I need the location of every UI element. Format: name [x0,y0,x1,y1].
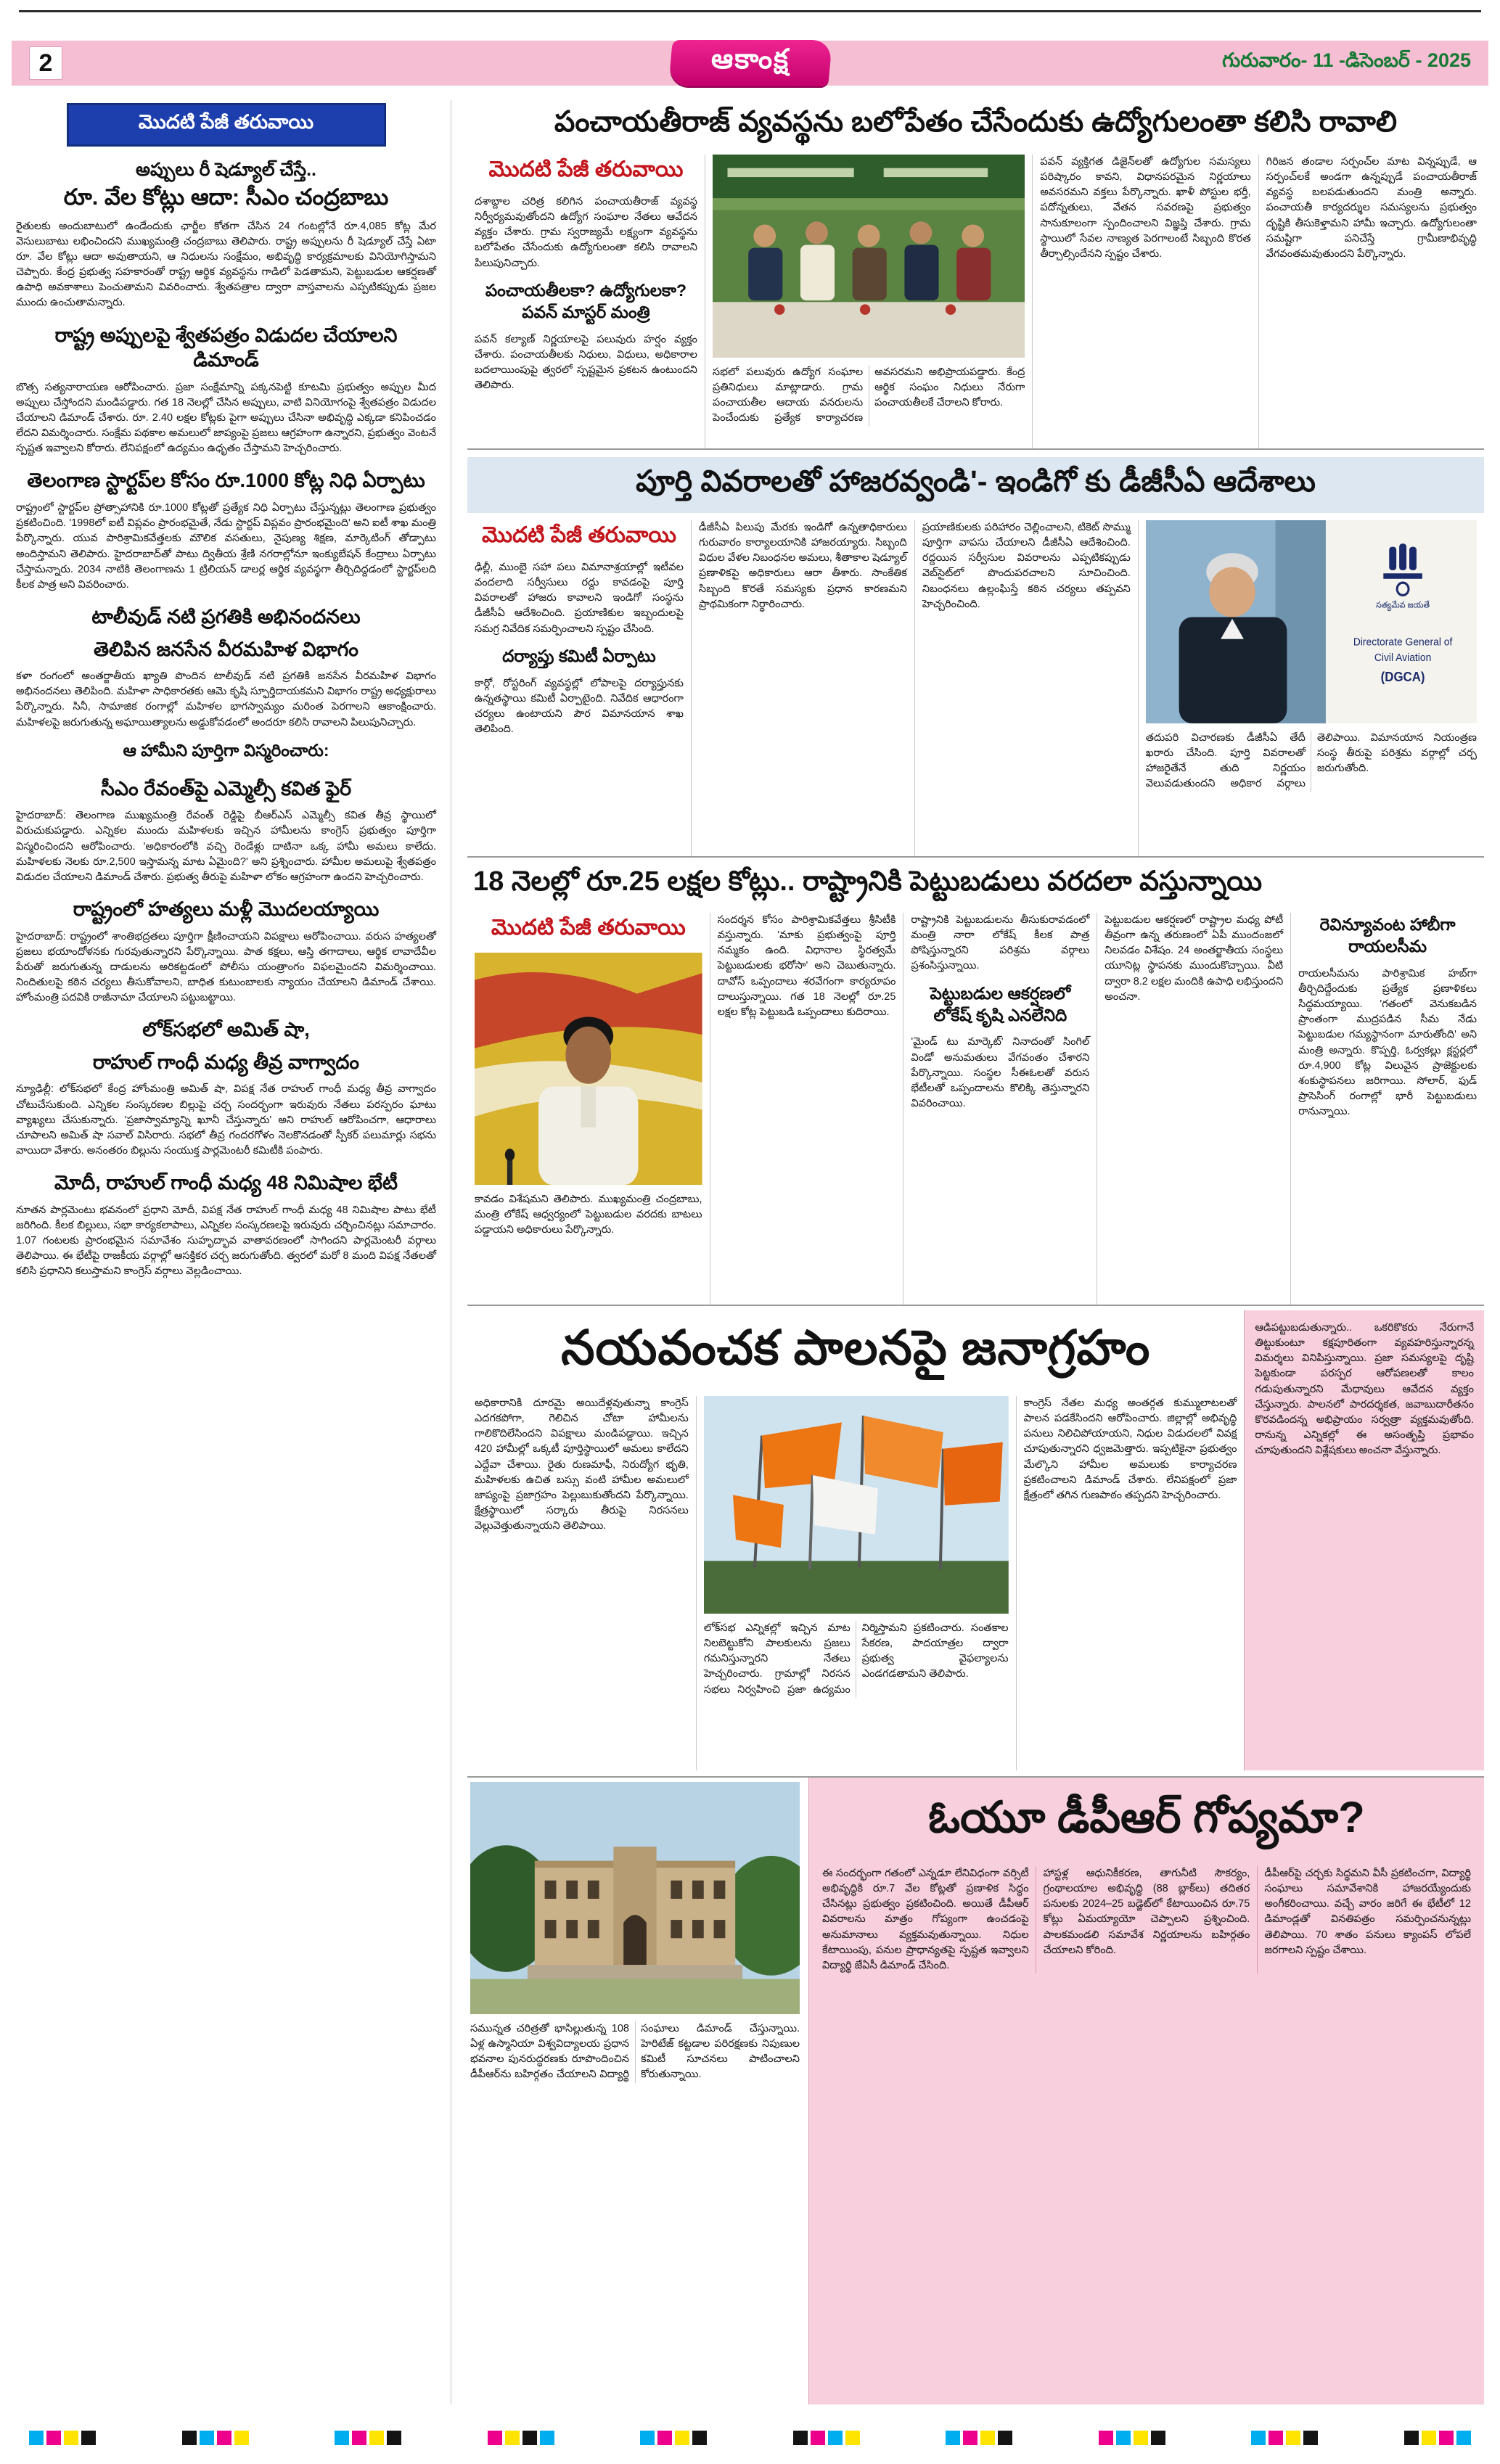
article-body: కళా రంగంలో అంతర్జాతీయ ఖ్యాతి పొందిన టాలీవుడ్ నటి ప్రగతికి జనసేన వీరమహిళ విభాగం అభినందనలు తెలిపింది. మహిళా సాధికారతకు ఆమె కృషి స్ఫూర్తిదాయకమని విభాగం రాష్ట్ర అధ్యక్షురాలు పేర్కొన్నారు. సినీ, సామాజిక రంగాల్లో మహిళల భాగస్వామ్యం మరింత పెరగాలని ఆకాంక్షించారు. మహిళలపై జరుగుతున్న అఘాయిత్యాలను అడ్డుకోవడంలో అందరూ కలిసి రావాలని పిలుపునిచ్చారు. [16,670,436,728]
headline: పూర్తి వివరాలతో హాజరవ్వండి'- ఇండిగో కు డీజీసీఏ ఆదేశాలు [467,457,1484,513]
article-body: కార్గో, రోస్టరింగ్ వ్యవస్థల్లో లోపాలపై దర్యాప్తునకు ఉన్నతస్థాయి కమిటీ ఏర్పాటైంది. నివేదిక ఆధారంగా చర్యలు ఉంటాయని పౌర విమానయాన శాఖ తెలిపింది. [475,677,684,736]
article-body: బొత్స సత్యనారాయణ ఆరోపించారు. ప్రజా సంక్షేమాన్ని పక్కనపెట్టి కూటమి ప్రభుత్వం అప్పుల మీద అప్పులు చేస్తోందని మండిపడ్డారు. గత 18 నెలల్లో చేసిన అప్పులు, వాటి వినియోగంపై శ్వేతపత్రం విడుదల చేయాలని డిమాండ్ చేశారు. రూ. 2.40 లక్షల కోట్లకు పైగా అప్పులు చేసినా అభివృద్ధి ఎక్కడా కనిపించడం లేదని విమర్శించారు. సంక్షేమ పథకాల అమలులో జాప్యంపై ప్రజలు ఆగ్రహంగా ఉన్నారని, ప్రభుత్వం వెంటనే స్పష్టత ఇవ్వాలని కోరారు. లేనిపక్షంలో ఉద్యమం ఉధృతం చేస్తామని హెచ్చరించారు. [16,381,436,455]
page-number: 2 [29,46,62,80]
article-body: డీపీఆర్‌పై చర్చకు సిద్ధమని వీసీ ప్రకటించగా, విద్యార్థి సంఘాలు సమావేశానికి హాజరయ్యేందుకు అంగీకరించాయి. వచ్చే వారం జరిగే ఈ భేటీలో 12 డిమాండ్లతో వినతిపత్రం సమర్పించనున్నట్లు తెలిపాయి. 70 శాతం పనులు క్యాంపస్ లోపలే జరగాలని స్పష్టం చేశాయి. [1264,1868,1471,1956]
continuation-kicker: మొదటి పేజీ తరువాయి [488,157,684,181]
article-heading: తెలిపిన జనసేన వీరమహిళ విభాగం [94,638,358,660]
article-heading: మోదీ, రాహుల్ గాంధీ మధ్య 48 నిమిషాల భేటీ [54,1172,398,1194]
cmyk-mark-group [29,2431,96,2445]
subheading: దర్యాప్తు కమిటీ ఏర్పాటు [502,646,656,665]
column [914,520,1138,856]
article-body: ఈ సందర్భంగా గతంలో ఎన్నడూ లేనివిధంగా వర్సిటీ అభివృద్ధికి రూ.7 వేల కోట్లతో ప్రణాళిక సిద్ధం చేసినట్లు ప్రభుత్వం ప్రకటించింది. అయితే డీపీఆర్ వివరాలను మాత్రం గోప్యంగా ఉంచడంపై అనుమానాలు వ్యక్తమవుతున్నాయి. నిధుల కేటాయింపు, పనుల ప్రాధాన్యతపై స్పష్టత ఇవ్వాలని విద్యార్థి జేఏసీ డిమాండ్ చేసింది. [822,1868,1029,1971]
article-body: డీజీసీఏ పిలుపు మేరకు ఇండిగో ఉన్నతాధికారులు గురువారం కార్యాలయానికి హాజరయ్యారు. సిబ్బంది విధుల వేళల నిబంధనల అమలు, శీతాకాల షెడ్యూల్ ప్రణాళికపై అధికారులు ఆరా తీశారు. సాంకేతిక సిబ్బంది కొరతే సమస్యకు ప్రధాన కారణమని ప్రాథమికంగా నిర్ధారించారు. [698,522,907,610]
article-heading: అప్పులు రీ షెడ్యూల్ చేస్తే.. [136,160,316,180]
cmyk-mark-group [946,2431,1012,2445]
headline: పంచాయతీరాజ్ వ్యవస్థను బలోపేతం చేసేందుకు ఉద్యోగులంతా కలిసి రావాలి [554,106,1398,138]
column [691,520,914,856]
article-heading: తెలంగాణ స్టార్టప్‌ల కోసం రూ.1000 కోట్ల నిధి ఏర్పాటు [27,469,425,492]
subheading: పెట్టుబడుల ఆకర్షణలో లోకేష్ కృషి ఎనలేనిది [930,983,1071,1024]
article-body: దశాబ్దాల చరిత్ర కలిగిన పంచాయతీరాజ్ వ్యవస్థ నిర్వీర్యమవుతోందని ఉద్యోగ సంఘాల నేతలు ఆవేదన వ్యక్తం చేశారు. గ్రామ స్వరాజ్యమే లక్ష్యంగా వ్యవస్థను బలోపేతం చేసేందుకు ఉద్యోగులంతా కలిసి రావాలని పిలుపునిచ్చారు. [475,196,697,269]
article-body: రాష్ట్రంలో స్టార్టప్‌ల ప్రోత్సాహానికి రూ.1000 కోట్లతో ప్రత్యేక నిధి ఏర్పాటు చేస్తున్నట్లు తెలంగాణ ప్రభుత్వం ప్రకటించింది. '1998లో ఐటీ విప్లవం ప్రారంభమైతే, నేడు స్టార్టప్ విప్లవం ప్రారంభమైంది' అని ఐటీ శాఖ మంత్రి పేర్కొన్నారు. యువ పారిశ్రామికవేత్తలకు మౌలిక వసతులు, నైపుణ్య శిక్షణ, మార్కెటింగ్ తోడ్పాటు అందిస్తామని తెలిపారు. హైదరాబాద్‌తో పాటు ద్వితీయ శ్రేణి నగరాల్లోనూ ఇంక్యుబేషన్ కేంద్రాలు ఏర్పాటు చేస్తామన్నారు. 2034 నాటికి తెలంగాణను 1 ట్రిలియన్ డాలర్ల ఆర్థిక వ్యవస్థగా తీర్చిదిద్దడంలో స్టార్టప్‌లది కీలక పాత్ర అని వివరించారు. [16,502,436,591]
print-registration-marks [29,2431,1471,2445]
article-heading: రాహుల్ గాంధీ మధ్య తీవ్ర వాగ్వాదం [92,1051,360,1073]
article-body: గిరిజన తండాల సర్పంచ్‌ల మాట విన్నప్పుడే, ఆ సర్పంచ్‌లకే అండగా ఉన్నప్పుడే పంచాయతీరాజ్ వ్యవస్థ బలపడుతుందని మంత్రి అన్నారు. పంచాయతీ కార్యదర్శుల సమస్యలను ప్రభుత్వం దృష్టికి తీసుకెళ్తామని హామీ ఇచ్చారు. ఉద్యోగులంతా సమష్టిగా పనిచేస్తే గ్రామీణాభివృద్ధి వేగవంతమవుతుందని పేర్కొన్నారు. [1266,156,1477,260]
article-body: పవన్ వ్యక్తిగత డిజైన్‌లతో ఉద్యోగుల సమస్యలు పరిష్కారం కావని, విధానపరమైన నిర్ణయాలు అవసరమని వక్తలు పేర్కొన్నారు. ఖాళీ పోస్టుల భర్తీ, పదోన్నతులు, వేతన సవరణపై ప్రభుత్వం సానుకూలంగా స్పందించాలని విజ్ఞప్తి చేశారు. గ్రామ స్థాయిలో సేవల నాణ్యత పెరగాలంటే సిబ్బంది కొరత తీర్చాల్సిందేనని స్పష్టం చేశారు. [1040,156,1251,260]
page-content [16,100,1484,2405]
dgca-org-line2: Civil Aviation [1374,652,1432,665]
cmyk-mark-group [1251,2431,1318,2445]
party-flags-photo [704,1396,1009,1614]
right-area [467,100,1484,2405]
article-body: పవన్ కల్యాణ్ నిర్ణయాలపై పలువురు హర్షం వ్యక్తం చేశారు. పంచాయతీలకు నిధులు, విధులు, అధికారాల బదలాయింపుపై త్వరలో స్పష్టమైన ప్రకటన ఉంటుందని తెలిపారు. [475,333,697,392]
cmyk-mark-group [1404,2431,1471,2445]
article-body: న్యూఢిల్లీ: లోక్‌సభలో కేంద్ర హోంమంత్రి అమిత్ షా, విపక్ష నేత రాహుల్ గాంధీ మధ్య తీవ్ర వాగ్వాదం చోటుచేసుకుంది. ఎన్నికల సంస్కరణల బిల్లుపై చర్చ సందర్భంగా ఇరువురు నేతలు పరస్పరం ఘాటు వ్యాఖ్యలు చేసుకున్నారు. 'ప్రజాస్వామ్యాన్ని ఖూనీ చేస్తున్నారు' అని రాహుల్ ఆరోపించగా, ఆధారాలు చూపాలని అమిత్ షా సవాల్ విసిరారు. సభలో తీవ్ర గందరగోళం నెలకొనడంతో స్పీకర్ పలుమార్లు సభను వాయిదా వేశారు. అనంతరం బిల్లును సంయుక్త పార్లమెంటరీ కమిటీకి పంపారు. [16,1083,436,1157]
article-white-paper-demand [16,323,436,457]
masthead-ribbon [671,40,830,86]
column [696,1396,1016,1770]
article-body: హాస్టళ్ల ఆధునికీకరణ, తాగునీటి సౌకర్యం, గ్రంథాలయాల అభివృద్ధి (88 బ్లాక్‌లు) తదితర పనులకు 2024–25 బడ్జెట్‌లో కేటాయించిన రూ.75 కోట్లు ఏమయ్యాయో చెప్పాలని ప్రశ్నించింది. పాలకమండలి సమావేశ నిర్ణయాలను బహిర్గతం చేయాలని కోరింది. [1043,1868,1250,1956]
pink-sidebar-column [1244,1310,1484,1770]
article-investments [467,856,1484,1305]
article-body: హైదరాబాద్: రాష్ట్రంలో శాంతిభద్రతలు పూర్తిగా క్షీణించాయని విపక్షాలు ఆరోపించాయి. వరుస హత్యలతో ప్రజలు భయాందోళనకు గురవుతున్నారని పేర్కొన్నాయి. పాత కక్షలు, ఆస్తి తగాదాలు, ఆర్థిక లావాదేవీల పేరుతో జరుగుతున్న దాడులను అరికట్టడంలో పోలీసు యంత్రాంగం విఫలమైందని విమర్శించాయి. నిందితులపై కఠిన చర్యలు తీసుకోవాలని, బాధిత కుటుంబాలకు న్యాయం చేయాలని డిమాండ్ చేశాయి. హోంమంత్రి పదవికి రాజీనామా చేయాలని పట్టుబట్టాయి. [16,930,436,1004]
article-janasena-pragathi [16,604,436,765]
article-panchayatraj [467,100,1484,448]
article-body: రైతులకు అందుబాటులో ఉండేందుకు ఛార్జీల కోతగా చేసిన 24 గంటల్లోనే రూ.4,085 కోట్ల మేర వెసులుబాటు లభించిందని ముఖ్యమంత్రి చంద్రబాబు తెలిపారు. రాష్ట్ర అప్పులను రీ షెడ్యూల్ చేస్తే ఏటా రూ. వేల కోట్లు ఆదా అవుతాయని, ఆ నిధులను సంక్షేమం, అభివృద్ధి కార్యక్రమాలకు వినియోగిస్తామని చెప్పారు. కేంద్ర ప్రభుత్వ సహకారంతో రాష్ట్ర ఆర్థిక వ్యవస్థను గాడిలో పెడతామని, పెట్టుబడుల ఆకర్షణతో ఉపాధి అవకాశాలు పెంచుతామని వివరించారు. శ్వేతపత్రాల ద్వారా వాస్తవాలను ఎప్పటికప్పుడు ప్రజల ముందు ఉంచుతామన్నారు. [16,220,436,309]
subheading: పంచాయతీలకా? ఉద్యోగులకా? పవన్ మాస్టర్ మంత్రి [485,280,687,321]
masthead-title: ఆకాంక్ష [710,44,790,75]
article-body: పెట్టుబడుల ఆకర్షణలో రాష్ట్రాల మధ్య పోటీ తీవ్రంగా ఉన్న తరుణంలో ఏపీ ముందంజలో నిలవడం విశేషం. 24 అంతర్జాతీయ సంస్థలు యూనిట్ల స్థాపనకు ముందుకొచ్చాయి. వీటి ద్వారా 8.2 లక్షల మందికి ఉపాధి లభిస్తుందని అంచనా. [1104,914,1284,1003]
dgca-abbr: (DGCA) [1380,669,1425,685]
top-rule [19,10,1481,12]
article-startup-fund [16,468,436,592]
column [1290,913,1484,1305]
headline: 18 నెలల్లో రూ.25 లక్షల కోట్లు.. రాష్ట్రానికి పెట్టుబడులు వరదలా వస్తున్నాయి [473,866,1263,897]
column [1097,913,1290,1305]
article-body: తదుపరి విచారణకు డీజీసీఏ తేదీ ఖరారు చేసింది. పూర్తి వివరాలతో హాజరైతేనే తుది నిర్ణయం వెలువడుతుందని అధికార వర్గాలు తెలిపాయి. విమానయాన నియంత్రణ సంస్థ తీరుపై పరిశ్రమ వర్గాల్లో చర్చ జరుగుతోంది. [1145,732,1477,790]
page-header [12,41,1488,86]
column [705,155,1032,448]
article-body: ఢిల్లీ, ముంబై సహా పలు విమానాశ్రయాల్లో ఇటీవల వందలాది సర్వీసులు రద్దు కావడంపై పూర్తి వివరాలతో హాజరు కావాలని ఇండిగో సంస్థను డీజీసీఏ ఆదేశించింది. ప్రయాణికుల ఇబ్బందులపై సమగ్ర నివేదిక సమర్పించాలని స్పష్టం చేసింది. [475,562,684,635]
cmyk-mark-group [793,2431,860,2445]
column [1138,520,1484,856]
column [1032,155,1258,448]
article-loksabha-argument [16,1017,436,1159]
article-murders [16,897,436,1006]
article-modi-rahul-meeting [16,1170,436,1279]
article-cm-loans [16,158,436,311]
column [1016,1396,1245,1770]
article-heading: రూ. వేల కోట్లు ఆదా: సీఎం చంద్రబాబు [63,184,389,210]
event-group-photo [713,155,1025,358]
article-heading: సీఎం రేవంత్‌పై ఎమ్మెల్సీ కవిత ఫైర్ [100,777,352,800]
article-dgca-indigo [467,448,1484,856]
headline: నయవంచక పాలనపై జనాగ్రహం [561,1320,1151,1374]
column [903,913,1097,1305]
article-ou-dpr [467,1776,1484,2405]
column [467,520,691,856]
cmyk-mark-group [182,2431,249,2445]
minister-speech-photo [475,953,702,1185]
cmyk-mark-group [335,2431,401,2445]
article-heading: లోక్‌సభలో అమిత్ షా, [142,1019,310,1041]
left-column [16,100,451,2405]
article-body: కావడం విశేషమని తెలిపారు. ముఖ్యమంత్రి చంద్రబాబు, మంత్రి లోకేష్ ఆధ్వర్యంలో పెట్టుబడుల వరదకు బాటలు పడ్డాయని అధికారులు పేర్కొన్నారు. [475,1194,702,1236]
column [467,1778,808,2405]
article-body: రాయలసీమను పారిశ్రామిక హబ్‌గా తీర్చిదిద్దేందుకు ప్రత్యేక ప్రణాళికలు సిద్ధమయ్యాయి. 'గతంలో వెనుకబడిన ప్రాంతంగా ముద్రపడిన సీమ నేడు పెట్టుబడుల గమ్యస్థానంగా మారుతోంది' అని మంత్రి అన్నారు. కొప్పర్తి, ఓర్వకల్లు క్లస్టర్లలో రూ.4,900 కోట్ల విలువైన ప్రాజెక్టులకు శంకుస్థాపనలు జరిగాయి. సోలార్, ఫుడ్ ప్రాసెసింగ్ రంగాల్లో భారీ పెట్టుబడులు రానున్నాయి. [1298,967,1477,1118]
article-body: నూతన పార్లమెంటు భవనంలో ప్రధాని మోదీ, విపక్ష నేత రాహుల్ గాంధీ మధ్య 48 నిమిషాల పాటు భేటీ జరిగింది. కీలక బిల్లులు, సభా కార్యకలాపాలు, ఎన్నికల సంస్కరణలపై ఇరువురు చర్చించినట్లు సమాచారం. 1.07 గంటలకు ప్రారంభమైన సమావేశం సుహృద్భావ వాతావరణంలో సాగిందని పార్లమెంటరీ వర్గాలు తెలిపాయి. ఈ భేటీపై రాజకీయ వర్గాల్లో ఆసక్తికర చర్చ జరుగుతోంది. త్వరలో మరో 8 మంది విపక్ష నేతలతో కలిసి ప్రధానిని కలుస్తామని కాంగ్రెస్ వర్గాలు వెల్లడించాయి. [16,1204,436,1278]
continuation-kicker: మొదటి పేజీ తరువాయి [491,916,686,940]
continuation-kicker: మొదటి పేజీ తరువాయి [481,523,676,547]
dgca-official-photo [1146,520,1477,723]
article-janagraham [467,1305,1484,1776]
continuation-box: మొదటి పేజీ తరువాయి [67,103,386,147]
article-note-line: ఆ హామీని పూర్తిగా విస్మరించారు: [123,740,329,760]
column [467,1396,696,1770]
article-body: 'మైండ్ టు మార్కెట్' నినాదంతో సింగిల్ విండో అనుమతులు వేగవంతం చేశారని పేర్కొన్నాయి. సంస్థల సీఈఓలతో వరుస భేటీలతో ఒప్పందాలను కొలిక్కి తెస్తున్నారని వివరించాయి. [911,1036,1090,1110]
article-kavitha-fire [16,776,436,885]
article-body: సందర్శన కోసం పారిశ్రామికవేత్తలు శ్రీసిటీకి వస్తున్నారు. 'మాకు ప్రభుత్వంపై పూర్తి నమ్మకం ఉంది. విధానాల స్థిరత్వమే పెట్టుబడులకు భరోసా' అని చెబుతున్నారు. దావోస్ ఒప్పందాలు శరవేగంగా కార్యరూపం దాలుస్తున్నాయి. గత 18 నెలల్లో రూ.25 లక్షల కోట్ల పెట్టుబడి ఒప్పందాలు కుదిరాయి. [717,914,896,1018]
edition-date: గురువారం- 11 -డిసెంబర్ - 2025 [1222,49,1471,71]
column [467,913,710,1305]
article-body: అధికారానికి దూరమై అయిదేళ్లవుతున్నా కాంగ్రెస్ ఎదగకపోగా, గెలిచిన చోటా హామీలను గాలికొదిలేసిందని విపక్షాలు మండిపడ్డాయి. ఇచ్చిన 420 హామీల్లో ఒక్కటీ పూర్తిస్థాయిలో అమలు కాలేదని ఎద్దేవా చేశాయి. రైతు రుణమాఫీ, నిరుద్యోగ భృతి, మహిళలకు ఉచిత బస్సు వంటి హామీల అమలులో జాప్యంపై ప్రజాగ్రహం పెల్లుబుకుతోందని పేర్కొన్నాయి. క్షేత్రస్థాయిలో సర్కారు తీరుపై నిరసనలు వెల్లువెత్తుతున్నాయని తెలిపాయి. [475,1397,689,1532]
article-body: హైదరాబాద్: తెలంగాణ ముఖ్యమంత్రి రేవంత్ రెడ్డిపై బీఆర్ఎస్ ఎమ్మెల్సీ కవిత తీవ్ర స్థాయిలో విరుచుకుపడ్డారు. ఎన్నికల ముందు మహిళలకు ఇచ్చిన హామీలను కాంగ్రెస్ ప్రభుత్వం పూర్తిగా విస్మరించిందని ఆరోపించారు. 'అధికారంలోకి వచ్చి రెండేళ్లు దాటినా ఒక్క హామీ అమలు కాలేదు. మహిళలకు నెలకు రూ.2,500 ఇస్తామన్న మాట ఏమైంది?' అని ప్రశ్నించారు. హామీల అమలుపై శ్వేతపత్రం విడుదల చేయాలని డిమాండ్ చేశారు. ప్రభుత్వ తీరుపై మహిళా లోకం ఆగ్రహంగా ఉందని హెచ్చరించారు. [16,810,436,883]
cmyk-mark-group [640,2431,707,2445]
subheading: రెవిన్యూవంట హాబీగా రాయలసీమ [1319,915,1456,956]
cmyk-mark-group [488,2431,554,2445]
dgca-motto: సత్యమేవ జయతే [1375,601,1430,610]
article-body: సభలో పలువురు ఉద్యోగ సంఘాల ప్రతినిధులు మాట్లాడారు. గ్రామ పంచాయతీల ఆదాయ వనరులను పెంచేందుకు ప్రత్యేక కార్యాచరణ అవసరమని అభిప్రాయపడ్డారు. కేంద్ర ఆర్థిక సంఘం నిధులు నేరుగా పంచాయతీలకే చేరాలని కోరారు. [712,366,1025,424]
article-body: లోక్‌సభ ఎన్నికల్లో ఇచ్చిన మాట నిలబెట్టుకోని పాలకులను ప్రజలు గమనిస్తున్నారని నేతలు హెచ్చరించారు. గ్రామాల్లో నిరసన సభలు నిర్వహించి ప్రజా ఉద్యమం నిర్మిస్తామని ప్రకటించారు. సంతకాల సేకరణ, పాదయాత్రల ద్వారా ప్రభుత్వ వైఫల్యాలను ఎండగడతామని తెలిపారు. [703,1622,1009,1696]
article-body: ఆడిపట్టుబడుతున్నారు.. ఒకరికొకరు నేరుగానే తిట్టుకుంటూ కక్షపూరితంగా వ్యవహరిస్తున్నారన్న విమర్శలు వినిపిస్తున్నాయి. ప్రజా సమస్యలపై దృష్టి పెట్టకుండా పరస్పర ఆరోపణలతో కాలం గడుపుతున్నారని మేధావులు ఆవేదన వ్యక్తం చేస్తున్నారు. పాలనలో పారదర్శకత, జవాబుదారీతనం కొరవడిందన్న అభిప్రాయం సర్వత్రా వ్యక్తమవుతోంది. రానున్న ఎన్నికల్లో ఈ అసంతృప్తి ప్రభావం చూపుతుందని విశ్లేషకులు అంచనా వేస్తున్నారు. [1255,1322,1474,1457]
article-body: సమున్నత చరిత్రతో భాసిల్లుతున్న 108 ఏళ్ల ఉస్మానియా విశ్వవిద్యాలయ ప్రధాన భవనాల పునరుద్ధరణకు రూపొందించిన డీపీఆర్‌ను బహిర్గతం చేయాలని విద్యార్థి సంఘాలు డిమాండ్ చేస్తున్నాయి. హెరిటేజ్ కట్టడాల పరిరక్షణకు నిపుణుల కమిటీ సూచనలు పాటించాలని కోరుతున్నాయి. [470,2023,800,2081]
article-heading: టాలీవుడ్ నటి ప్రగతికి అభినందనలు [91,605,361,628]
column [467,155,705,448]
article-body: రాష్ట్రానికి పెట్టుబడులను తీసుకురావడంలో మంత్రి నారా లోకేష్ కీలక పాత్ర పోషిస్తున్నారని పరిశ్రమ వర్గాలు ప్రశంసిస్తున్నాయి. [911,914,1090,972]
university-building-photo [470,1782,800,2014]
article-body: ప్రయాణికులకు పరిహారం చెల్లించాలని, టికెట్ సొమ్ము పూర్తిగా వాపసు చేయాలని డీజీసీఏ ఆదేశించింది. రద్దయిన సర్వీసుల వివరాలను ఎప్పటికప్పుడు వెబ్‌సైట్‌లో పొందుపరచాలని సూచించింది. నిబంధనలు ఉల్లంఘిస్తే కఠిన చర్యలు తప్పవని హెచ్చరించింది. [922,522,1131,610]
article-heading: రాష్ట్ర అప్పులపై శ్వేతపత్రం విడుదల చేయాలని డిమాండ్ [54,324,398,371]
column [710,913,903,1305]
headline: ఓయూ డీపీఆర్ గోప్యమా? [928,1793,1365,1841]
cmyk-mark-group [1099,2431,1165,2445]
article-body: కాంగ్రెస్ నేతల మధ్య అంతర్గత కుమ్ములాటలతో పాలన పడకేసిందని ఆరోపించారు. జిల్లాల్లో అభివృద్ధి పనులు నిలిచిపోయాయని, నిధుల విడుదలలో వివక్ష చూపుతున్నారని ధ్వజమెత్తారు. ఇప్పటికైనా ప్రభుత్వం మేల్కొని హామీల అమలుకు కార్యాచరణ ప్రకటించాలని డిమాండ్ చేశారు. లేనిపక్షంలో ప్రజా క్షేత్రంలో తగిన గుణపాఠం తప్పదని హెచ్చరించారు. [1023,1397,1237,1501]
article-heading: రాష్ట్రంలో హత్యలు మళ్లీ మొదలయ్యాయి [73,898,380,921]
column [1258,155,1484,448]
pink-article-panel [808,1778,1484,2405]
dgca-org-line1: Directorate General of [1353,636,1453,649]
